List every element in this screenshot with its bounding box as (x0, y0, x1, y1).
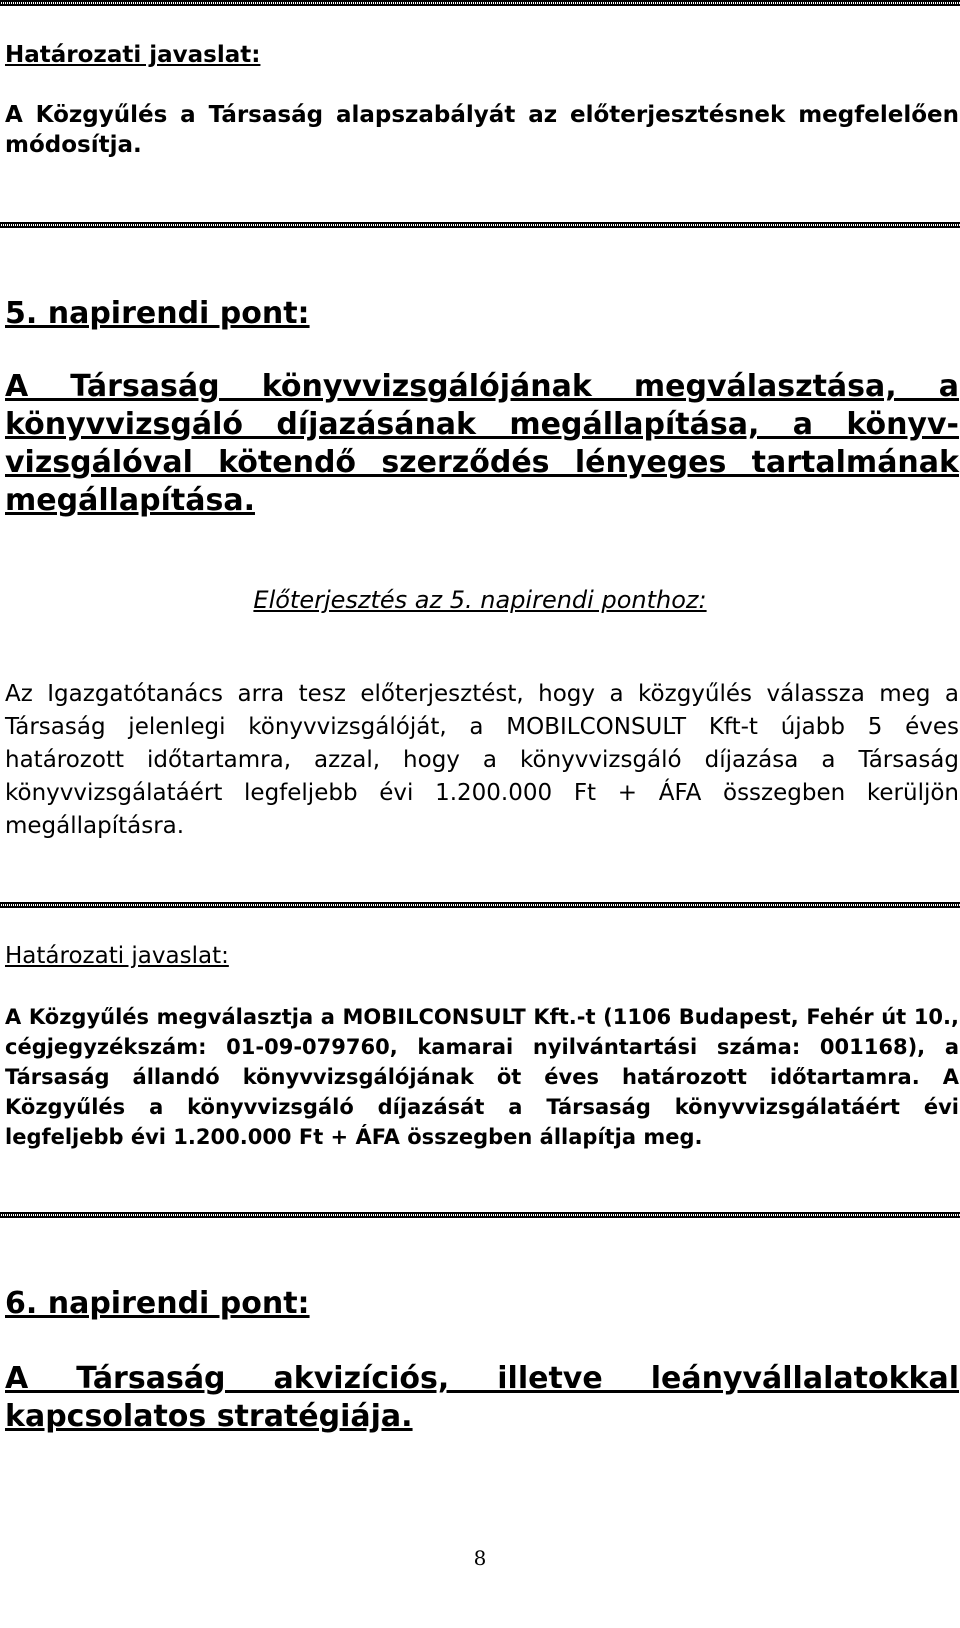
resolution-text-5: A Közgyűlés megválasztja a MOBILCONSULT Kft.-t (1106 Budapest, Fehér út 10., cégjegyzékszám: 01-09-079760, kamarai nyilvántartási száma: 001168), a Társaság állandó könyvvizsgálójának öt éves határozott időtartamra. A Közgyűlés a könyvvizsgáló díjazását a Társaság könyvvizsgálatáért évi legfeljebb évi 1.200.000 Ft + ÁFA összegben állapítja meg. (5, 1005, 959, 1149)
proposal-title-5: Előterjesztés az 5. napirendi ponthoz: (253, 586, 707, 614)
page-number: 8 (473, 1546, 487, 1570)
proposal-text-5: Az Igazgatótanács arra tesz előterjesztést, hogy a közgyűlés válassza meg a Társaság jelenlegi könyvvizsgálóját, a MOBILCONSULT Kft-t újabb 5 éves határozott időtartamra, azzal, hogy a könyvvizsgáló díjazása a Társaság könyvvizsgálatáért legfeljebb évi 1.200.000 Ft + ÁFA összegben kerüljön megállapításra. (5, 681, 959, 839)
resolution-text-top: A Közgyűlés a Társaság alapszabályát az előterjesztésnek megfelelően módosítja. (5, 102, 959, 158)
resolution-label-top: Határozati javaslat: (5, 42, 261, 68)
resolution-label-5: Határozati javaslat: (5, 943, 229, 969)
agenda-topic-5: A Társaság könyvvizsgálójának megválasztása, a könyvvizsgáló díjazásának megállapítása, a könyv-vizsgálóval kötendő szerződés lényeges tartalmának megállapítása. (5, 369, 959, 518)
top-divider (0, 0, 960, 6)
agenda-heading-6: 6. napirendi pont: (5, 1286, 310, 1321)
agenda-heading-5: 5. napirendi pont: (5, 296, 310, 331)
section-divider-3 (0, 1212, 960, 1218)
section-divider-1 (0, 222, 960, 228)
agenda-topic-6: A Társaság akvizíciós, illetve leányvállalatokkal kapcsolatos stratégiája. (5, 1361, 959, 1434)
section-divider-2 (0, 902, 960, 908)
